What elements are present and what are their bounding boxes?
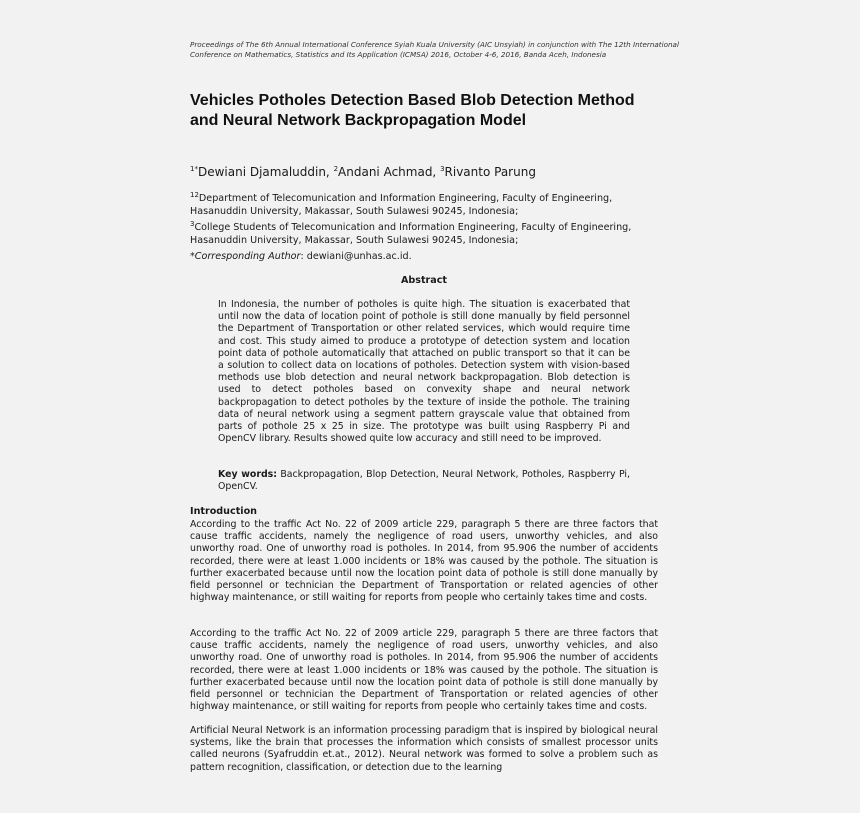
keywords-label: Key words: <box>218 469 277 480</box>
author-2-sup: 2 <box>333 165 339 173</box>
affiliation-1 <box>190 189 670 218</box>
author-3: Rivanto Parung <box>444 165 536 179</box>
abstract-heading: Abstract <box>400 275 448 286</box>
affiliations <box>190 189 670 247</box>
author-3-sup: 3 <box>440 165 445 173</box>
author-1: Dewiani Djamaluddin, <box>197 165 334 179</box>
corresponding-author-label: *Corresponding Author <box>190 251 301 262</box>
intro-paragraph-3: Artificial Neural Network is an information processing paradigm that is inspired by biological neural systems, like the brain that processes the information which consists of smallest processor units called neurons (Syafruddin et.at., 2012). Neural network was formed to solve a problem such as pattern recognition, classification, or detection due to the learning <box>190 725 658 773</box>
intro-paragraph-1: According to the traffic Act No. 22 of 2009 article 229, paragraph 5 there are three factors that cause traffic accidents, namely the negligence of road users, unworthy vehicles, and also unworthy road. One of unworthy road is potholes. In 2014, from 95.906 the number of accidents recorded, there were at least 1.000 incidents or 18% was caused by the pothole. The situation is further exacerbated because until now the location point data of pothole is still done manually by field personnel or technician the Department of Transportation or related agencies of other highway maintenance, or still waiting for reports from people who certainly takes time and costs. <box>190 519 658 604</box>
affiliation-1-text: Department of Telecomunication and Information Engineering, Faculty of Engineering, Hasanuddin University, Makassar, South Sulawesi 90245, Indonesia; <box>190 193 613 217</box>
keywords <box>218 469 630 493</box>
corresponding-author-email: : dewiani@unhas.ac.id. <box>300 251 412 262</box>
abstract-body: In Indonesia, the number of potholes is quite high. The situation is exacerbated that until now the data of location point of pothole is still done manually by field personnel the Department of Transportation or other related services, which would require time and cost. This study aimed to produce a prototype of detection system and location point data of pothole automatically that attached on public transport so that it can be a solution to collect data on locations of potholes. Detection system with vision-based methods use blob detection and neural network backpropagation. Blob detection is used to detect potholes based on convexity shape and neural network backpropagation to detect potholes by the texture of inside the pothole. The training data of neural network using a segment pattern grayscale value that obtained from parts of pothole 25 x 25 in size. The prototype was built using Raspberry Pi and OpenCV library. Results showed quite low accuracy and still need to be improved. <box>218 299 630 445</box>
author-2: Andani Achmad, <box>338 165 441 179</box>
affiliation-2 <box>190 218 670 247</box>
proceedings-header: Proceedings of The 6th Annual International Conference Syiah Kuala University (AIC Unsyiah) in conjunction with The 12th International Conference on Mathematics, Statistics and Its Application (ICMSA) 2016, October 4-6, 2016, Banda Aceh, Indonesia <box>190 40 679 59</box>
affiliation-2-text: College Students of Telecomunication and Information Engineering, Faculty of Engineering, Hasanuddin University, Makassar, South Sulawesi 90245, Indonesia; <box>190 222 632 246</box>
keywords-list: Backpropagation, Blop Detection, Neural Network, Potholes, Raspberry Pi, OpenCV. <box>218 469 630 493</box>
author-list <box>190 161 670 180</box>
corresponding-author <box>190 251 670 264</box>
introduction-heading: Introduction <box>190 506 257 517</box>
paper-title: Vehicles Potholes Detection Based Blob Detection Method and Neural Network Backpropagation Model <box>190 92 635 129</box>
intro-paragraph-2: According to the traffic Act No. 22 of 2009 article 229, paragraph 5 there are three factors that cause traffic accidents, namely the negligence of road users, unworthy vehicles, and also unworthy road. One of unworthy road is potholes. In 2014, from 95.906 the number of accidents recorded, there were at least 1.000 incidents or 18% was caused by the pothole. The situation is further exacerbated because until now the location point data of pothole is still done manually by field personnel or technician the Department of Transportation or related agencies of other highway maintenance, or still waiting for reports from people who certainly takes time and costs. <box>190 628 658 713</box>
affiliation-1-sup: 12 <box>190 191 199 199</box>
author-1-sup: 1* <box>190 165 198 173</box>
affiliation-2-sup: 3 <box>190 220 195 229</box>
